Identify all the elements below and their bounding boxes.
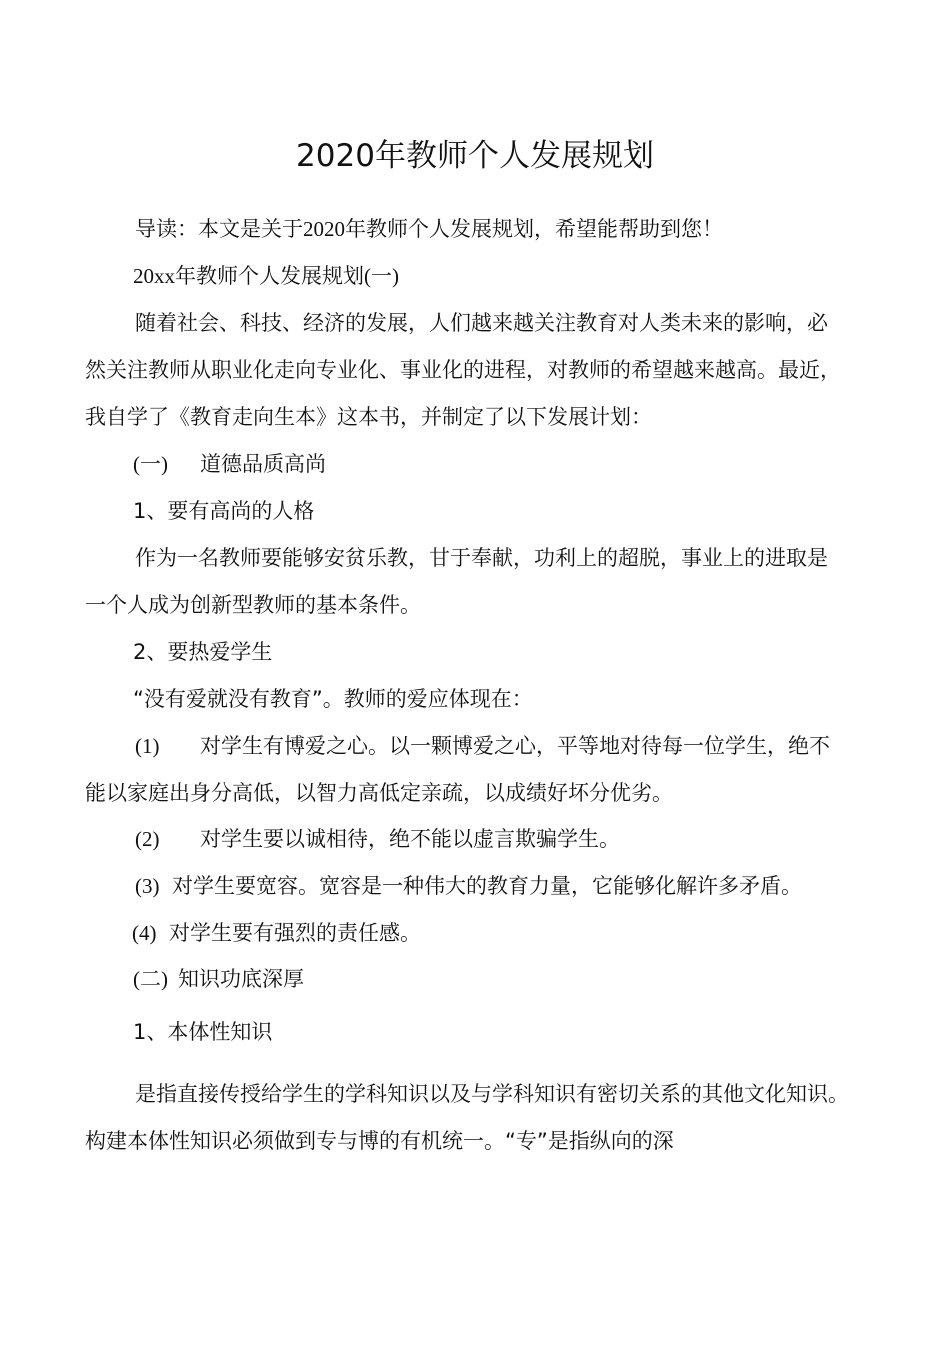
section-title: 20xx年教师个人发展规划(一) <box>133 264 399 288</box>
list-item-text: 1、本体性知识 <box>133 1020 273 1044</box>
paragraph-line <box>0 588 950 622</box>
list-item-line <box>0 1015 950 1049</box>
sub-item-line <box>0 776 950 810</box>
heading-line <box>0 962 950 996</box>
intro-line <box>0 212 950 246</box>
sub-item-number: (4) <box>132 921 157 945</box>
paragraph-line <box>0 1124 950 1158</box>
sub-item-text: 对学生要以诚相待，绝不能以虚言欺骗学生。 <box>200 827 620 851</box>
sub-item-text: 对学生有博爱之心。以一颗博爱之心，平等地对待每一位学生，绝不 <box>200 734 830 758</box>
section-title-line <box>0 259 950 293</box>
sub-item-number: (1) <box>135 734 160 758</box>
sub-item-text: 对学生要有强烈的责任感。 <box>169 921 421 945</box>
heading-number: (一) <box>133 452 168 476</box>
list-item-line <box>0 494 950 528</box>
paragraph-line <box>0 1077 950 1111</box>
paragraph-text: “没有爱就没有教育”。教师的爱应体现在： <box>133 687 533 711</box>
paragraph-line <box>0 353 950 387</box>
paragraph-line <box>0 682 950 716</box>
list-item-text: 1、要有高尚的人格 <box>133 499 315 523</box>
heading-line <box>0 447 950 481</box>
list-item-text: 2、要热爱学生 <box>133 640 273 664</box>
paragraph-line <box>0 306 950 340</box>
sub-item-line <box>0 729 950 763</box>
sub-item-line <box>0 916 950 950</box>
sub-item-line <box>0 822 950 856</box>
document-title: 2020年教师个人发展规划 <box>296 138 654 174</box>
sub-item-text: 对学生要宽容。宽容是一种伟大的教育力量，它能够化解许多矛盾。 <box>172 874 802 898</box>
heading-text: 知识功底深厚 <box>178 967 304 991</box>
heading-number: (二) <box>133 967 168 991</box>
paragraph-line <box>0 400 950 434</box>
paragraph-text: 一个人成为创新型教师的基本条件。 <box>85 593 421 617</box>
sub-item-line <box>0 869 950 903</box>
heading-text: 道德品质高尚 <box>200 452 326 476</box>
paragraph-text: 随着社会、科技、经济的发展，人们越来越关注教育对人类未来的影响，必 <box>135 311 828 335</box>
paragraph-text: 我自学了《教育走向生本》这本书，并制定了以下发展计划： <box>85 405 652 429</box>
intro-text: 导读：本文是关于2020年教师个人发展规划，希望能帮助到您！ <box>135 217 723 241</box>
paragraph-text: 是指直接传授给学生的学科知识以及与学科知识有密切关系的其他文化知识。 <box>135 1082 849 1106</box>
paragraph-text: 然关注教师从职业化走向专业化、事业化的进程，对教师的希望越来越高。最近， <box>85 358 841 382</box>
paragraph-text: 作为一名教师要能够安贫乐教，甘于奉献，功利上的超脱，事业上的进取是 <box>135 546 828 570</box>
sub-item-text: 能以家庭出身分高低，以智力高低定亲疏，以成绩好坏分优劣。 <box>85 781 673 805</box>
sub-item-number: (3) <box>135 874 160 898</box>
sub-item-number: (2) <box>135 827 160 851</box>
paragraph-text: 构建本体性知识必须做到专与博的有机统一。“专”是指纵向的深 <box>85 1129 674 1153</box>
list-item-line <box>0 635 950 669</box>
paragraph-line <box>0 541 950 575</box>
